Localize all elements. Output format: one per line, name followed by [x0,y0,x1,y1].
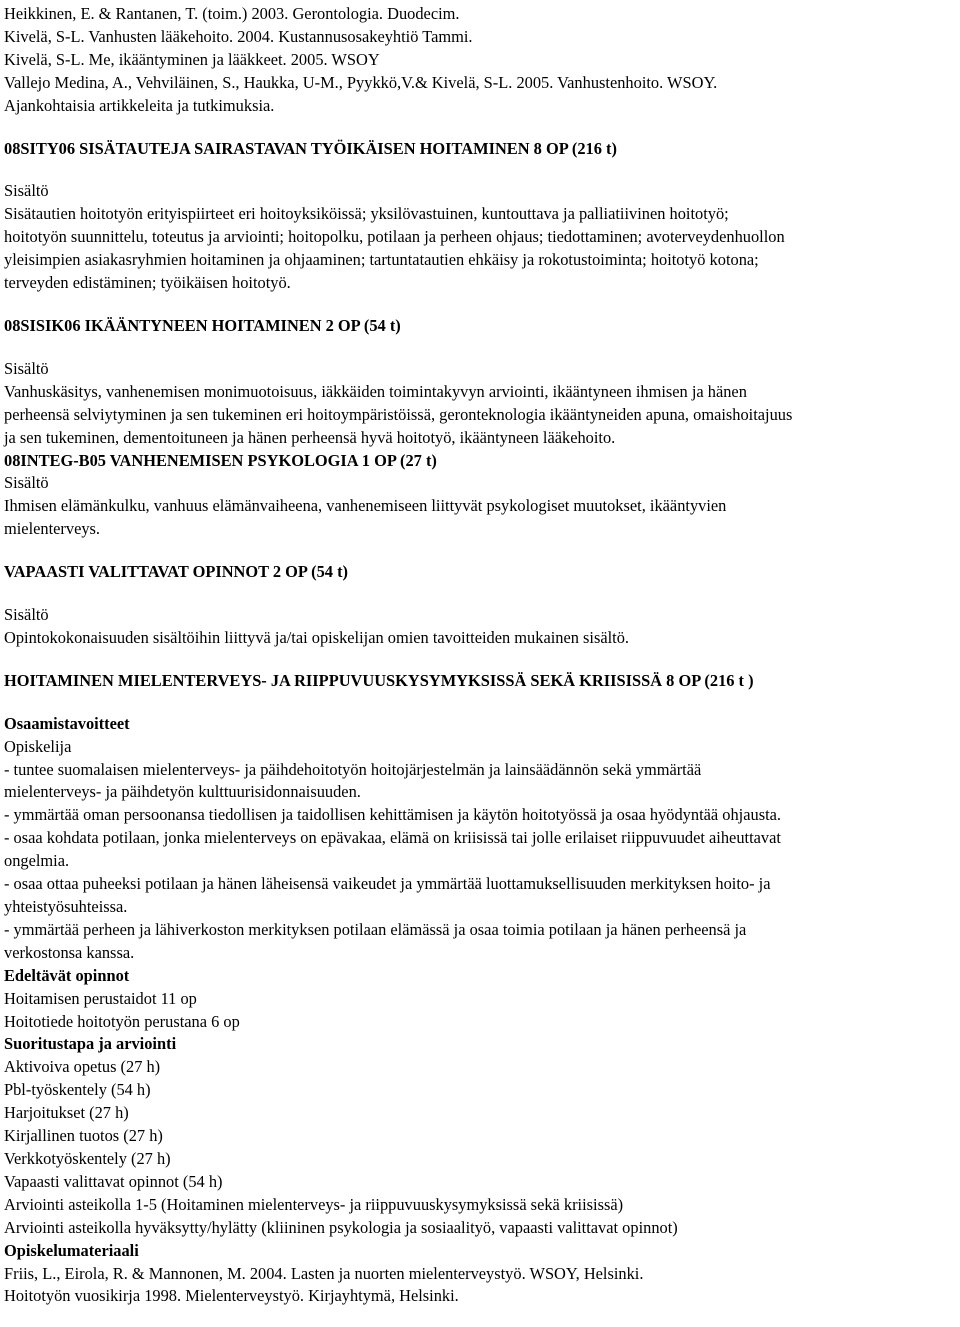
prerequisite-line: Hoitamisen perustaidot 11 op [4,988,197,1008]
objective-line: mielenterveys- ja päihdetyön kulttuurisidonnaisuuden. [4,782,361,802]
material-line: Friis, L., Eirola, R. & Mannonen, M. 2004. Lasten ja nuorten mielenterveystyö. WSOY, Helsinki. [4,1263,644,1283]
section-heading: 08INTEG-B05 VANHENEMISEN PSYKOLOGIA 1 OP (27 t) [4,450,437,470]
objective-line: - ymmärtää perheen ja lähiverkoston merkityksen potilaan elämässä ja osaa toimia potilaan ja hänen perheensä ja [4,919,747,939]
reference-line: Vallejo Medina, A., Vehviläinen, S., Haukka, U-M., Pyykkö,V.& Kivelä, S-L. 2005. Vanhustenhoito. WSOY. [4,72,718,92]
subheading-materials: Opiskelumateriaali [4,1240,139,1260]
material-line: Hoitotyön vuosikirja 1998. Mielenterveystyö. Kirjayhtymä, Helsinki. [4,1286,459,1306]
objective-line: verkostonsa kanssa. [4,942,135,962]
reference-line: Heikkinen, E. & Rantanen, T. (toim.) 2003. Gerontologia. Duodecim. [4,4,460,23]
section-integ-b05 [4,450,959,542]
method-line: Verkkotyöskentely (27 h) [4,1148,171,1168]
subheading-prerequisites: Edeltävät opinnot [4,965,130,985]
objective-line: - osaa kohdata potilaan, jonka mielenterveys on epävakaa, elämä on kriisissä tai jolle erilaiset riippuvuudet aiheuttavat [4,828,781,848]
body-line: Ihmisen elämänkulku, vanhuus elämänvaiheena, vanhenemiseen liittyvät psykologiset muutokset, ikääntyvien [4,496,727,516]
section-sisik06 [4,315,959,450]
subheading-method: Suoritustapa ja arviointi [4,1034,177,1054]
body-line: mielenterveys. [4,519,101,539]
method-line: Harjoitukset (27 h) [4,1103,129,1123]
method-line: Kirjallinen tuotos (27 h) [4,1126,163,1146]
section-vapaasti-valittavat [4,561,959,650]
content-label: Sisältö [4,358,49,378]
objective-line: - ymmärtää oman persoonansa tiedollisen ja taidollisen kehittämisen ja käytön hoitotyössä ja osaa hyödyntää ohjausta. [4,805,781,825]
method-line: Aktivoiva opetus (27 h) [4,1057,161,1077]
content-label: Sisältö [4,181,49,201]
content-label: Sisältö [4,473,49,493]
section-sity06 [4,138,959,295]
body-line: terveyden edistäminen; työikäisen hoitotyö. [4,273,291,293]
subheading-objectives: Osaamistavoitteet [4,713,130,733]
reference-line: Kivelä, S-L. Me, ikääntyminen ja lääkkeet. 2005. WSOY [4,49,380,69]
prerequisite-line: Hoitotiede hoitotyön perustana 6 op [4,1011,240,1031]
objective-line: - tuntee suomalaisen mielenterveys- ja päihdehoitotyön hoitojärjestelmän ja lainsäädännön sekä ymmärtää [4,759,702,779]
reference-line: Kivelä, S-L. Vanhusten lääkehoito. 2004. Kustannusosakeyhtiö Tammi. [4,26,473,46]
body-line: Vanhuskäsitys, vanhenemisen monimuotoisuus, iäkkäiden toimintakyvyn arviointi, ikääntyneen ihmisen ja hänen [4,381,747,401]
method-line: Pbl-työskentely (54 h) [4,1080,151,1100]
body-line: ja sen tukeminen, dementoituneen ja hänen perheensä hyvä hoitotyö, ikääntyneen lääkehoito. [4,427,616,447]
objective-line: - osaa ottaa puheeksi potilaan ja hänen läheisensä vaikeudet ja ymmärtää luottamuksellisuuden merkityksen hoito- ja [4,874,771,894]
body-line: Opiskelija [4,736,72,756]
method-line: Arviointi asteikolla hyväksytty/hylätty (kliininen psykologia ja sosiaalityö, vapaasti valittavat opinnot) [4,1217,678,1237]
content-label: Sisältö [4,605,49,625]
reference-list [4,3,959,118]
objective-line: yhteistyösuhteissa. [4,897,128,916]
objective-line: ongelmia. [4,851,70,871]
body-line: perheensä selviytyminen ja sen tukeminen eri hoitoympäristöissä, geronteknologia ikääntyneiden apuna, omaishoitajuus [4,404,793,424]
section-heading: VAPAASTI VALITTAVAT OPINNOT 2 OP (54 t) [4,562,348,582]
method-line: Arviointi asteikolla 1-5 (Hoitaminen mielenterveys- ja riippuvuuskysymyksissä sekä kriisissä) [4,1194,624,1214]
method-line: Vapaasti valittavat opinnot (54 h) [4,1171,223,1191]
section-heading: HOITAMINEN MIELENTERVEYS- JA RIIPPUVUUSKYSYMYKSISSÄ SEKÄ KRIISISSÄ 8 OP (216 t ) [4,670,754,690]
document-page [4,3,959,1308]
section-heading: 08SITY06 SISÄTAUTEJA SAIRASTAVAN TYÖIKÄISEN HOITAMINEN 8 OP (216 t) [4,138,617,158]
section-mielenterveys [4,670,959,1308]
body-line: Opintokokonaisuuden sisältöihin liittyvä ja/tai opiskelijan omien tavoitteiden mukainen sisältö. [4,627,630,647]
body-line: Sisätautien hoitotyön erityispiirteet eri hoitoyksiköissä; yksilövastuinen, kuntouttava ja palliatiivinen hoitotyö; [4,204,729,224]
body-line: hoitotyön suunnittelu, toteutus ja arviointi; hoitopolku, potilaan ja perheen ohjaus; tiedottaminen; avoterveydenhuollon [4,227,785,247]
body-line: yleisimpien asiakasryhmien hoitaminen ja ohjaaminen; tartuntatautien ehkäisy ja rokotustoiminta; hoitotyö kotona; [4,250,759,270]
reference-line: Ajankohtaisia artikkeleita ja tutkimuksia. [4,95,275,115]
section-heading: 08SISIK06 IKÄÄNTYNEEN HOITAMINEN 2 OP (54 t) [4,315,401,335]
